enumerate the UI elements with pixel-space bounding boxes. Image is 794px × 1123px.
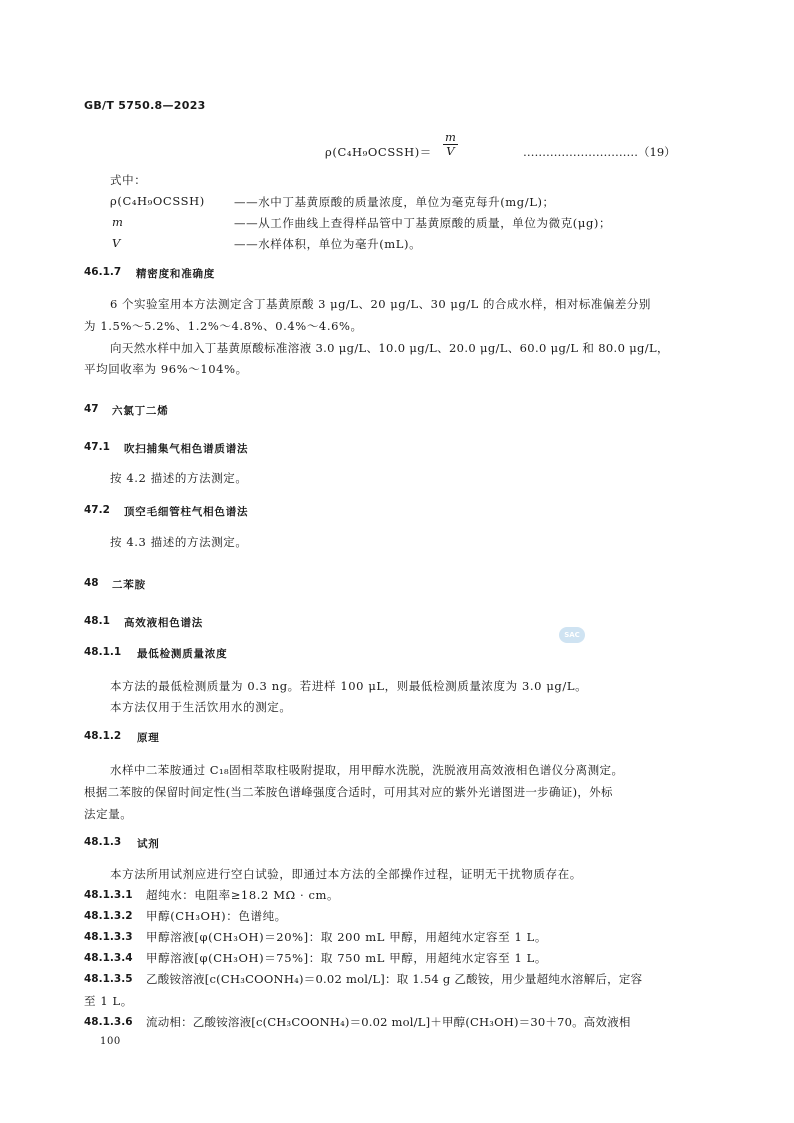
section-47-2-title: 顶空毛细管柱气相色谱法 — [124, 506, 249, 518]
paragraph-line: 本方法仅用于生活饮用水的测定。 — [110, 700, 292, 714]
clause-number: 48.1.3.3 — [84, 931, 133, 943]
watermark-logo: SAC — [559, 627, 585, 643]
section-48-1-1-number: 48.1.1 — [84, 646, 122, 658]
clause-text: 乙酸铵溶液[c(CH₃COONH₄)＝0.02 mol/L]：取 1.54 g 乙酸铵，用少量超纯水溶解后，定容 — [146, 972, 643, 986]
section-48-1-title: 高效液相色谱法 — [124, 617, 204, 629]
clause-text: 甲醇溶液[φ(CH₃OH)＝20%]：取 200 mL 甲醇，用超纯水定容至 1 L。 — [146, 930, 547, 944]
section-47-title: 六氯丁二烯 — [112, 405, 169, 417]
clause-number: 48.1.3.1 — [84, 889, 133, 901]
paragraph-line: 水样中二苯胺通过 C₁₈固相萃取柱吸附提取，用甲醇水洗脱，洗脱液用高效液相色谱仪分离测定。 — [110, 763, 624, 777]
where-symbol-m: m — [112, 215, 124, 229]
paragraph-line: 按 4.3 描述的方法测定。 — [110, 535, 248, 549]
section-48-1-2-number: 48.1.2 — [84, 730, 122, 742]
clause-number: 48.1.3.2 — [84, 910, 133, 922]
section-47-number: 47 — [84, 403, 99, 415]
section-48-1-3-title: 试剂 — [137, 838, 160, 850]
section-48-title: 二苯胺 — [112, 579, 146, 591]
where-desc-v: ——水样体积，单位为毫升(mL)。 — [234, 237, 422, 251]
section-47-2-number: 47.2 — [84, 504, 110, 516]
where-symbol-rho: ρ(C₄H₉OCSSH) — [110, 194, 205, 208]
section-47-1-title: 吹扫捕集气相色谱质谱法 — [124, 443, 249, 455]
paragraph-line: 向天然水样中加入丁基黄原酸标准溶液 3.0 μg/L、10.0 μg/L、20.0 μg/L、60.0 μg/L 和 80.0 μg/L， — [110, 341, 669, 355]
standard-code: GB/T 5750.8—2023 — [84, 99, 206, 112]
clause-text: 超纯水：电阻率≥18.2 MΩ · cm。 — [146, 888, 340, 902]
section-48-number: 48 — [84, 577, 99, 589]
formula-fraction — [443, 131, 458, 158]
paragraph-line: 本方法所用试剂应进行空白试验，即通过本方法的全部操作过程，证明无干扰物质存在。 — [110, 867, 582, 881]
where-intro: 式中： — [110, 173, 147, 187]
formula-numerator: m — [445, 130, 456, 144]
section-48-1-1-title: 最低检测质量浓度 — [137, 648, 228, 660]
section-48-1-3-number: 48.1.3 — [84, 836, 122, 848]
where-desc-m: ——从工作曲线上查得样品管中丁基黄原酸的质量，单位为微克(μg)； — [234, 216, 612, 230]
section-46-1-7-title: 精密度和准确度 — [136, 268, 216, 280]
paragraph-line: 按 4.2 描述的方法测定。 — [110, 471, 248, 485]
clause-number: 48.1.3.4 — [84, 952, 133, 964]
page-number: 100 — [100, 1036, 121, 1047]
paragraph-line: 根据二苯胺的保留时间定性(当二苯胺色谱峰强度合适时，可用其对应的紫外光谱图进一步确证)，外标 — [84, 785, 613, 799]
section-47-1-number: 47.1 — [84, 441, 110, 453]
clause-text: 流动相：乙酸铵溶液[c(CH₃COONH₄)＝0.02 mol/L]＋甲醇(CH₃OH)＝30＋70。高效液相 — [146, 1015, 631, 1029]
paragraph-line: 为 1.5%～5.2%、1.2%～4.8%、0.4%～4.6%。 — [84, 319, 363, 333]
clause-number: 48.1.3.6 — [84, 1016, 133, 1028]
where-symbol-v: V — [112, 236, 121, 250]
section-48-1-number: 48.1 — [84, 615, 110, 627]
clause-number: 48.1.3.5 — [84, 973, 133, 985]
clause-text: 甲醇(CH₃OH)：色谱纯。 — [146, 909, 287, 923]
formula-number: …………………………（19） — [523, 145, 676, 159]
where-desc-rho: ——水中丁基黄原酸的质量浓度，单位为毫克每升(mg/L)； — [234, 195, 555, 209]
paragraph-line: 法定量。 — [84, 807, 133, 821]
paragraph-line: 平均回收率为 96%～104%。 — [84, 362, 248, 376]
section-46-1-7-number: 46.1.7 — [84, 266, 122, 278]
formula-denominator: V — [446, 144, 455, 158]
formula-lhs: ρ(C₄H₉OCSSH)＝ — [325, 145, 432, 159]
section-48-1-2-title: 原理 — [137, 732, 160, 744]
paragraph-line: 本方法的最低检测质量为 0.3 ng。若进样 100 μL，则最低检测质量浓度为 3.0 μg/L。 — [110, 679, 588, 693]
clause-text-continuation: 至 1 L。 — [84, 994, 133, 1008]
clause-text: 甲醇溶液[φ(CH₃OH)＝75%]：取 750 mL 甲醇，用超纯水定容至 1 L。 — [146, 951, 547, 965]
paragraph-line: 6 个实验室用本方法测定含丁基黄原酸 3 μg/L、20 μg/L、30 μg/L 的合成水样，相对标准偏差分别 — [110, 297, 651, 311]
